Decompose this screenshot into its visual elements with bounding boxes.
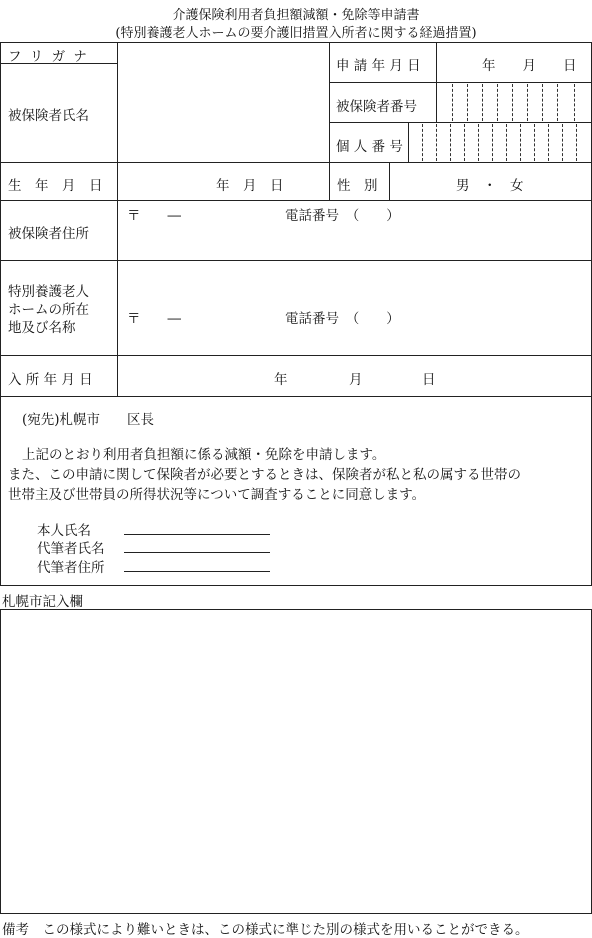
birth-date-label: 生 年 月 日 [8,178,103,194]
facility-label-line2: ホームの所在 [8,302,89,318]
facility-phone-number[interactable]: 電話番号 （ ） [285,311,400,327]
signature-proxy-address-line[interactable] [124,571,270,572]
insured-phone-number[interactable]: 電話番号 （ ） [285,208,400,224]
insured-address-label: 被保険者住所 [8,226,89,242]
addressee: (宛先)札幌市 区長 [22,412,155,428]
insured-name-field[interactable] [118,43,329,162]
admission-month[interactable]: 月 [349,372,363,388]
facility-postal-code[interactable]: 〒 ― [127,311,181,327]
facility-label-line1: 特別養護老人 [8,284,89,300]
document-subtitle: (特別養護老人ホームの要介護旧措置入所者に関する経過措置) [115,26,477,41]
admission-year[interactable]: 年 [274,372,288,388]
signature-self-line[interactable] [124,534,270,535]
sex-options[interactable]: 男 ・ 女 [456,178,524,194]
declaration-text-3: 世帯主及び世帯員の所得状況等について調査することに同意します。 [8,487,426,503]
application-date-value[interactable]: 年 月 日 [482,58,577,74]
admission-date-label: 入 所 年 月 日 [8,372,93,388]
insured-number-label: 被保険者番号 [336,99,417,115]
birth-date-value[interactable]: 年 月 日 [216,178,284,194]
document-title: 介護保険利用者負担額減額・免除等申請書 [172,8,420,23]
office-section-title: 札幌市記入欄 [2,594,83,610]
signature-proxy-address-label: 代筆者住所 [37,560,105,576]
declaration-text-1: 上記のとおり利用者負担額に係る減額・免除を申請します。 [22,447,386,463]
personal-number-field[interactable] [409,123,591,162]
facility-label-line3: 地及び名称 [8,320,76,336]
insured-postal-code[interactable]: 〒 ― [127,208,181,224]
insured-name-label: 被保険者氏名 [8,108,89,124]
sex-label: 性 別 [337,178,378,194]
footer-note: 備考 この様式により難いときは、この様式に準じた別の様式を用いることができる。 [2,922,529,938]
furigana-label: フ リ ガ ナ [8,49,89,65]
declaration-text-2: また、この申請に関して保険者が必要とするときは、保険者が私と私の属する世帯の [8,467,521,483]
admission-day[interactable]: 日 [422,372,436,388]
signature-proxy-name-line[interactable] [124,552,270,553]
application-date-label: 申 請 年 月 日 [336,58,421,74]
insured-number-field[interactable] [437,83,591,122]
signature-self-label: 本人氏名 [37,523,91,539]
signature-proxy-name-label: 代筆者氏名 [37,541,105,557]
personal-number-label: 個 人 番 号 [336,139,403,155]
office-use-box[interactable] [0,609,592,914]
